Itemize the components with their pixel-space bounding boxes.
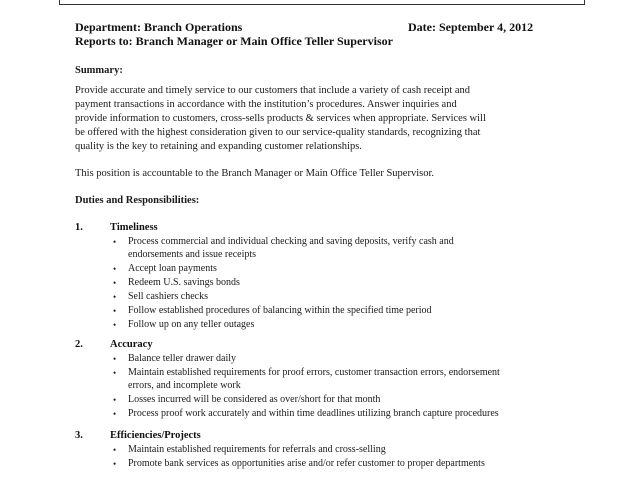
summary-line: provide information to customers, cross-sells products & services when appropriate. Services will <box>75 113 486 124</box>
list-item <box>110 305 454 318</box>
list-item <box>110 458 485 471</box>
section-number: 3. <box>75 430 83 441</box>
bullet-icon: • <box>113 291 117 302</box>
bullet-icon: • <box>113 354 117 364</box>
section-number: 2. <box>75 339 83 350</box>
accountability-statement: This position is accountable to the Branch Manager or Main Office Teller Supervisor. <box>75 168 434 179</box>
summary-line: be offered with the highest consideration given to our service-quality standards, recognizing that <box>75 127 481 138</box>
bullet-icon: • <box>113 445 117 455</box>
accuracy-bullet-list <box>110 353 500 422</box>
bullet-text: Maintain established requirements for proof errors, customer transaction errors, endorsement <box>128 367 500 378</box>
bullet-text: Losses incurred will be considered as over/short for that month <box>128 393 381 405</box>
summary-line: payment transactions in accordance with the institution’s procedures. Answer inquiries and <box>75 99 457 110</box>
bullet-text: Sell cashiers checks <box>128 290 208 302</box>
bullet-icon: • <box>113 263 117 274</box>
duties-heading: Duties and Responsibilities: <box>75 195 200 206</box>
section-title-accuracy: Accuracy <box>110 339 153 350</box>
summary-heading: Summary: <box>75 65 123 76</box>
list-item <box>110 444 485 457</box>
bullet-text: Promote bank services as opportunities arise and/or refer customer to proper departments <box>128 458 485 469</box>
efficiencies-bullet-list <box>110 444 485 472</box>
list-item <box>110 263 454 276</box>
list-item <box>110 394 500 407</box>
list-item <box>110 291 454 304</box>
department-line: Department: Branch Operations <box>75 20 243 34</box>
bullet-text: Redeem U.S. savings bonds <box>128 276 240 288</box>
summary-paragraph <box>75 84 530 154</box>
bullet-text: Follow established procedures of balancing within the specified time period <box>128 304 432 316</box>
bullet-icon: • <box>113 459 117 469</box>
bullet-icon: • <box>113 408 117 419</box>
bullet-text-continued: errors, and incomplete work <box>128 379 241 391</box>
bullet-icon: • <box>113 277 117 288</box>
reports-to-line: Reports to: Branch Manager or Main Office Teller Supervisor <box>75 34 393 48</box>
section-title-timeliness: Timeliness <box>110 222 158 233</box>
bullet-text: Accept loan payments <box>128 262 217 274</box>
list-item <box>110 319 454 332</box>
list-item <box>110 367 500 392</box>
section-number: 1. <box>75 222 83 233</box>
bullet-text: Follow up on any teller outages <box>128 318 255 330</box>
bullet-text: Balance teller drawer daily <box>128 353 236 364</box>
bullet-icon: • <box>113 394 117 405</box>
list-item <box>110 277 454 290</box>
summary-line: Provide accurate and timely service to our customers that include a variety of cash receipt and <box>75 85 471 96</box>
bullet-text-continued: endorsements and issue receipts <box>128 248 257 260</box>
bullet-icon: • <box>113 368 117 378</box>
list-item <box>110 353 500 366</box>
bullet-text: Maintain established requirements for referrals and cross-selling <box>128 444 386 455</box>
bullet-text: Process commercial and individual checking and saving deposits, verify cash and <box>128 236 454 247</box>
page-top-border <box>59 0 585 5</box>
date-line: Date: September 4, 2012 <box>408 20 534 34</box>
bullet-icon: • <box>113 319 117 330</box>
list-item <box>110 236 454 261</box>
bullet-icon: • <box>113 305 117 316</box>
bullet-icon: • <box>113 237 117 247</box>
summary-line: quality is the key to retaining and expanding customer relationships. <box>75 141 362 152</box>
bullet-text: Process proof work accurately and within time deadlines utilizing branch capture procedures <box>128 407 499 419</box>
timeliness-bullet-list <box>110 236 454 333</box>
list-item <box>110 408 500 421</box>
section-title-efficiencies: Efficiencies/Projects <box>110 430 201 441</box>
